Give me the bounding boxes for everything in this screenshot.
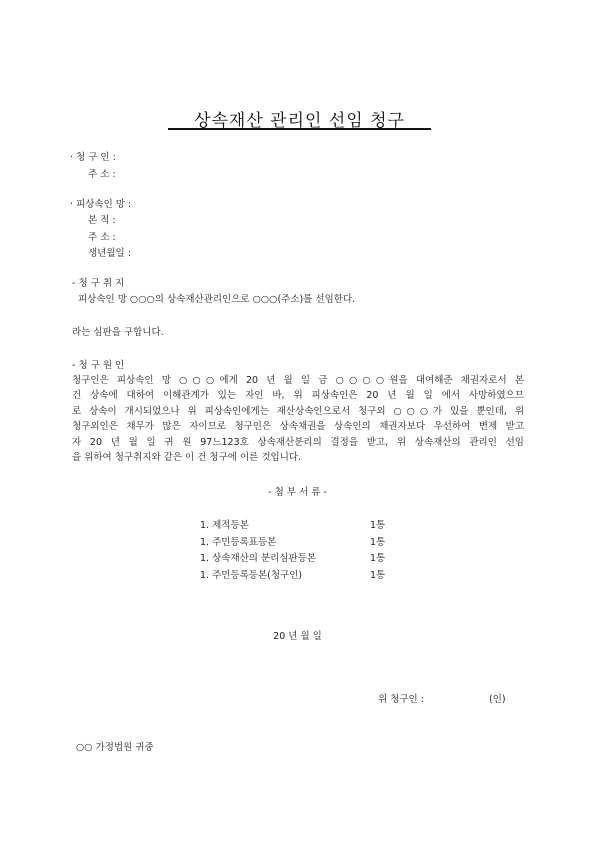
petitioner-address-label: 주 소 : bbox=[88, 169, 116, 180]
title-underline bbox=[168, 128, 431, 130]
attachment-count: 1통 bbox=[370, 570, 386, 581]
attachment-label: 1. 상속재산의 분리심판등본 bbox=[200, 553, 317, 564]
signature-label: 위 청구인 : bbox=[378, 694, 424, 705]
document-date: 20 년 월 일 bbox=[273, 631, 322, 642]
attachment-label: 1. 주민등록표등본 bbox=[200, 537, 277, 548]
purpose-closing: 라는 심판을 구합니다. bbox=[72, 327, 164, 338]
court-addressee: ○○ 가정법원 귀중 bbox=[76, 742, 154, 753]
attachment-label: 1. 제적등본 bbox=[200, 520, 249, 531]
reason-line: 청구인은 피상속인 망 ○○○에게 20 년 월 일 금 ○○○○원을 대여해준 채권자로서 본 bbox=[72, 375, 524, 386]
purpose-text: 피상속인 망 ○○○의 상속재산관리인으로 ○○○(주소)를 선임한다. bbox=[78, 294, 356, 305]
attachment-label: 1. 주민등록등본(청구인) bbox=[200, 570, 303, 581]
reason-line: 자 20 년 월 일 귀 원 97느123호 상속재산분리의 결정을 받고, 위 상속재산의 관리인 선임 bbox=[72, 437, 524, 448]
petitioner-label: · 청 구 인 : bbox=[70, 152, 116, 163]
document-title: 상속재산 관리인 선임 청구 bbox=[194, 111, 405, 131]
decedent-address-label: 주 소 : bbox=[88, 232, 116, 243]
attachment-count: 1통 bbox=[370, 520, 386, 531]
reason-line: 을 위하여 청구취지와 같은 이 건 청구에 이른 것입니다. bbox=[72, 452, 302, 463]
attachment-count: 1통 bbox=[370, 537, 386, 548]
seal-mark: (인) bbox=[489, 694, 506, 705]
reason-line: 건 상속에 대하여 이해관계가 있는 자인 바, 위 피상속인은 20 년 월 일 에서 사망하였으므 bbox=[72, 390, 524, 401]
decedent-domicile-label: 본 적 : bbox=[88, 215, 116, 226]
decedent-label: · 피상속인 망 : bbox=[70, 199, 132, 210]
reason-line: 로 상속이 개시되었으나 위 피상속인에게는 재산상속인으로서 청구외 ○○○가 있을 뿐인데, 위 bbox=[72, 406, 524, 417]
attachment-count: 1통 bbox=[370, 553, 386, 564]
reason-line: 청구외인은 채무가 많은 자이므로 청구인은 상속채권을 상속인의 채권자보다 우선하여 변제 받고 bbox=[72, 421, 524, 432]
decedent-birth-label: 생년월일 : bbox=[88, 248, 131, 259]
reason-heading: - 청 구 원 인 bbox=[72, 360, 125, 371]
attachments-heading: - 첨 부 서 류 - bbox=[268, 487, 327, 498]
purpose-heading: - 청 구 취 지 bbox=[72, 278, 125, 289]
